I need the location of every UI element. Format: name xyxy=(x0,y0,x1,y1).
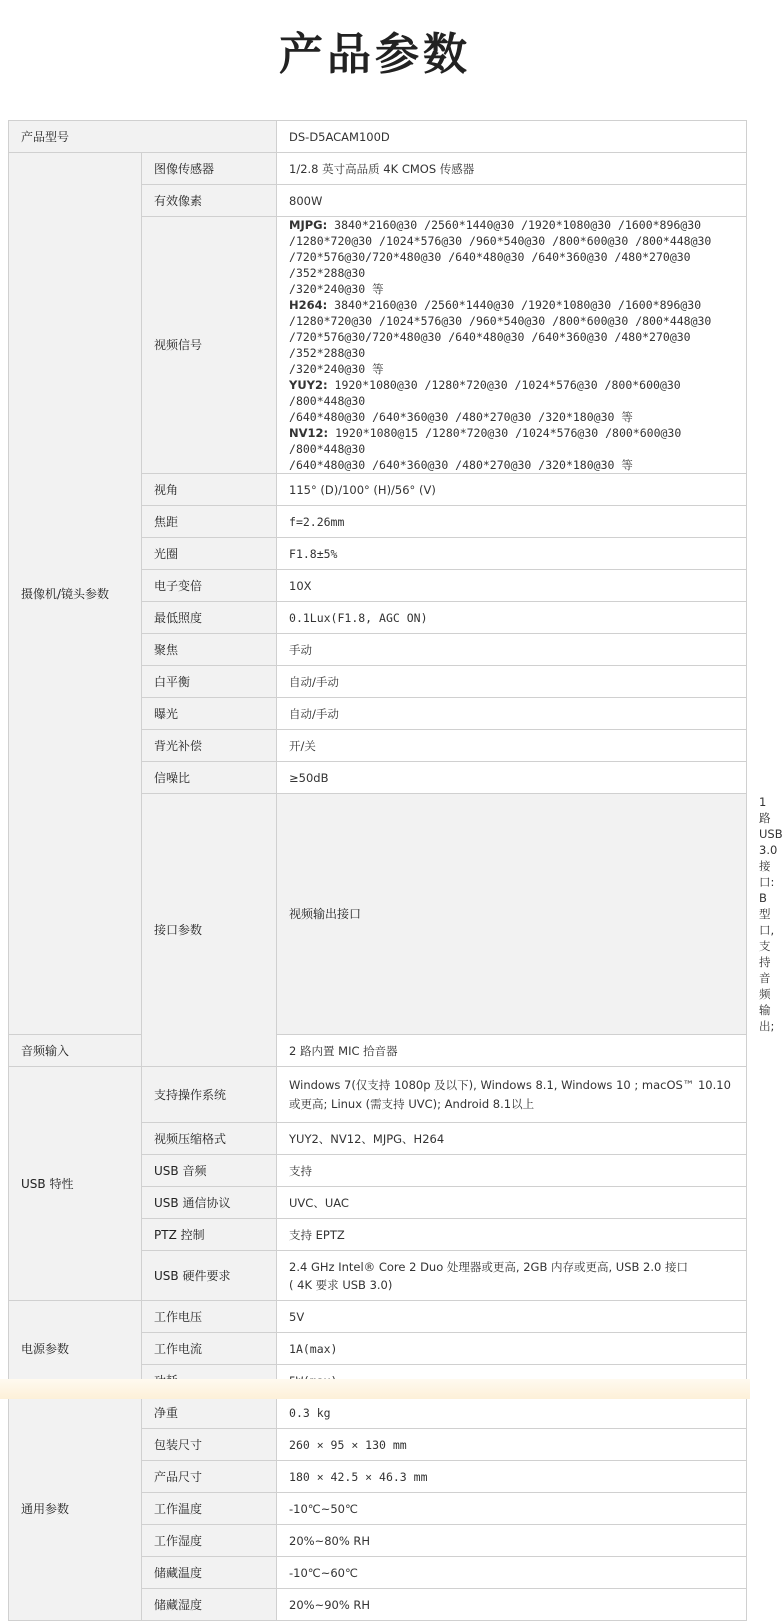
spec-label: 图像传感器 xyxy=(142,153,277,185)
format-line: 1920*1080@15 /1280*720@30 /1024*576@30 /800*600@30 /800*448@30 xyxy=(289,426,682,456)
format-line: /720*576@30/720*480@30 /640*480@30 /640*360@30 /480*270@30 /352*288@30 xyxy=(289,330,691,360)
spec-value: 180 × 42.5 × 46.3 mm xyxy=(277,1461,747,1493)
spec-value: 0.1Lux(F1.8, AGC ON) xyxy=(277,602,747,634)
spec-label: 工作电压 xyxy=(142,1301,277,1333)
spec-value: 115° (D)/100° (H)/56° (V) xyxy=(277,474,747,506)
spec-value: YUY2、NV12、MJPG、H264 xyxy=(277,1123,747,1155)
spec-label: 储藏湿度 xyxy=(142,1589,277,1621)
spec-label: 曝光 xyxy=(142,698,277,730)
format-line: /1280*720@30 /1024*576@30 /960*540@30 /800*600@30 /800*448@30 xyxy=(289,314,712,328)
spec-label: 工作电流 xyxy=(142,1333,277,1365)
table-row xyxy=(9,1067,747,1123)
format-line: /640*480@30 /640*360@30 /480*270@30 /320*180@30 等 xyxy=(289,410,633,424)
spec-value-line: 2.4 GHz Intel® Core 2 Duo 处理器或更高, 2GB 内存或更高, USB 2.0 接口 xyxy=(289,1259,689,1274)
page-title: 产品参数 xyxy=(279,29,471,80)
spec-value: 开/关 xyxy=(277,730,747,762)
spec-label: 储藏温度 xyxy=(142,1557,277,1589)
format-name: NV12: xyxy=(289,426,329,440)
spec-value: 2 路内置 MIC 拾音器 xyxy=(277,1035,747,1067)
format-name: MJPG: xyxy=(289,218,328,232)
group-general: 通用参数 xyxy=(9,1397,142,1621)
spec-value-line: Windows 7(仅支持 1080p 及以下), Windows 8.1, Windows 10 ; macOS™ 10.10 xyxy=(289,1078,731,1092)
bottom-background xyxy=(0,1379,750,1399)
spec-value xyxy=(277,1251,747,1301)
spec-value: 自动/手动 xyxy=(277,666,747,698)
spec-label: 支持操作系统 xyxy=(142,1067,277,1123)
format-line: /320*240@30 等 xyxy=(289,282,384,296)
spec-label: USB 音频 xyxy=(142,1155,277,1187)
spec-value: 10X xyxy=(277,570,747,602)
spec-value xyxy=(277,1067,747,1123)
spec-value: f=2.26mm xyxy=(277,506,747,538)
spec-label: 有效像素 xyxy=(142,185,277,217)
spec-value: ≥50dB xyxy=(277,762,747,794)
spec-value: 支持 EPTZ xyxy=(277,1219,747,1251)
spec-label: 聚焦 xyxy=(142,634,277,666)
format-line: /1280*720@30 /1024*576@30 /960*540@30 /800*600@30 /800*448@30 xyxy=(289,234,712,248)
group-interface: 接口参数 xyxy=(142,794,277,1067)
table-row xyxy=(9,1301,747,1333)
spec-label: 光圈 xyxy=(142,538,277,570)
format-line: 1920*1080@30 /1280*720@30 /1024*576@30 /800*600@30 /800*448@30 xyxy=(289,378,681,408)
table-row xyxy=(9,153,747,185)
spec-value: 260 × 95 × 130 mm xyxy=(277,1429,747,1461)
spec-value: 1A(max) xyxy=(277,1333,747,1365)
format-line: /640*480@30 /640*360@30 /480*270@30 /320*180@30 等 xyxy=(289,458,633,472)
spec-label: 视频输出接口 xyxy=(277,794,747,1035)
spec-label: 背光补偿 xyxy=(142,730,277,762)
group-usb: USB 特性 xyxy=(9,1067,142,1301)
spec-value: 800W xyxy=(277,185,747,217)
spec-label: 工作湿度 xyxy=(142,1525,277,1557)
table-row xyxy=(9,121,747,153)
table-row xyxy=(9,1035,747,1067)
format-name: YUY2: xyxy=(289,378,328,392)
format-line: 3840*2160@30 /2560*1440@30 /1920*1080@30 /1600*896@30 xyxy=(327,298,702,312)
spec-label: 包装尺寸 xyxy=(142,1429,277,1461)
spec-value: 0.3 kg xyxy=(277,1397,747,1429)
format-line: /720*576@30/720*480@30 /640*480@30 /640*360@30 /480*270@30 /352*288@30 xyxy=(289,250,691,280)
group-power: 电源参数 xyxy=(9,1301,142,1397)
format-name: H264: xyxy=(289,298,328,312)
spec-label: 产品尺寸 xyxy=(142,1461,277,1493)
spec-value: -10℃~50℃ xyxy=(277,1493,747,1525)
spec-label: 信噪比 xyxy=(142,762,277,794)
spec-label: 工作温度 xyxy=(142,1493,277,1525)
format-line: 3840*2160@30 /2560*1440@30 /1920*1080@30 /1600*896@30 xyxy=(327,218,702,232)
model-label: 产品型号 xyxy=(9,121,277,153)
spec-value: 5V xyxy=(277,1301,747,1333)
spec-label: 电子变倍 xyxy=(142,570,277,602)
spec-label: USB 硬件要求 xyxy=(142,1251,277,1301)
spec-label: 最低照度 xyxy=(142,602,277,634)
table-row: 接口参数 视频输出接口 1 路 USB 3.0 接口: B 型口, 支持音频输出; xyxy=(9,794,747,1035)
spec-label: 净重 xyxy=(142,1397,277,1429)
spec-label: 焦距 xyxy=(142,506,277,538)
spec-label: 音频输入 xyxy=(9,1035,142,1067)
format-line: /320*240@30 等 xyxy=(289,362,384,376)
spec-value-line: 或更高; Linux (需支持 UVC); Android 8.1以上 xyxy=(289,1097,535,1111)
spec-label: 视频压缩格式 xyxy=(142,1123,277,1155)
spec-value-line: ( 4K 要求 USB 3.0) xyxy=(289,1277,393,1292)
spec-value: F1.8±5% xyxy=(277,538,747,570)
table-row xyxy=(9,1397,747,1429)
spec-value: 20%~80% RH xyxy=(277,1525,747,1557)
spec-value: 1/2.8 英寸高品质 4K CMOS 传感器 xyxy=(277,153,747,185)
spec-value: 自动/手动 xyxy=(277,698,747,730)
spec-value: 支持 xyxy=(277,1155,747,1187)
spec-value: 20%~90% RH xyxy=(277,1589,747,1621)
spec-value: 手动 xyxy=(277,634,747,666)
spec-label: 视角 xyxy=(142,474,277,506)
video-signal-value xyxy=(277,217,747,474)
spec-value: -10℃~60℃ xyxy=(277,1557,747,1589)
group-camera: 摄像机/镜头参数 xyxy=(9,153,142,1035)
spec-label: 视频信号 xyxy=(142,217,277,474)
spec-label: PTZ 控制 xyxy=(142,1219,277,1251)
model-value: DS-D5ACAM100D xyxy=(277,121,747,153)
spec-value: UVC、UAC xyxy=(277,1187,747,1219)
spec-label: 白平衡 xyxy=(142,666,277,698)
spec-label: USB 通信协议 xyxy=(142,1187,277,1219)
